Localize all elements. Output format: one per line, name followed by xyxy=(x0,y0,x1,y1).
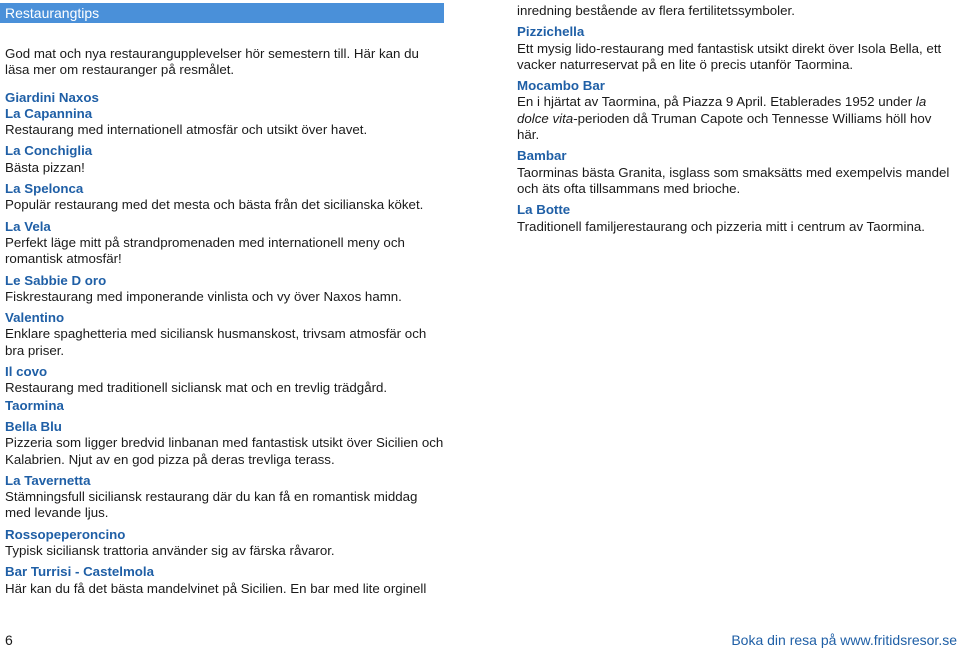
restaurant-name: Mocambo Bar xyxy=(517,78,605,94)
restaurant-name: Valentino xyxy=(5,310,65,326)
restaurant-desc: Taorminas bästa Granita, isglass som smaksätts med exempelvis mandel och äts ofta tillsammans med brioche. xyxy=(517,164,950,196)
heading-taormina: Taormina xyxy=(5,397,64,413)
restaurant-name: Bella Blu xyxy=(5,418,62,434)
booking-link[interactable]: Boka din resa på www.fritidsresor.se xyxy=(731,632,957,648)
restaurant-entry xyxy=(5,273,445,306)
restaurant-entry xyxy=(5,106,445,139)
restaurant-name: La Spelonca xyxy=(5,181,84,197)
restaurant-entry xyxy=(5,419,445,468)
desc-italic: la dolce vita xyxy=(517,94,927,126)
restaurant-name: Pizzichella xyxy=(517,24,585,40)
restaurant-entry xyxy=(5,219,445,268)
restaurant-entry xyxy=(5,564,445,597)
restaurant-desc: Pizzeria som ligger bredvid linbanan med fantastisk utsikt över Sicilien och Kalabrien. Njut av en god pizza på deras trevliga terass. xyxy=(5,435,444,467)
page-number: 6 xyxy=(5,632,13,648)
restaurant-desc: Restaurang med internationell atmosfär och utsikt över havet. xyxy=(5,122,368,138)
continued-text: inredning bestående av flera fertilitetssymboler. xyxy=(517,3,795,18)
section-header xyxy=(0,3,444,23)
restaurant-desc: Typisk siciliansk trattoria använder sig av färska råvaror. xyxy=(5,543,335,559)
intro-text: God mat och nya restaurangupplevelser hör semestern till. Här kan du läsa mer om restauranger på resmålet. xyxy=(5,46,419,78)
restaurant-name: Bambar xyxy=(517,148,567,164)
restaurant-name: La Vela xyxy=(5,218,51,234)
restaurant-desc xyxy=(517,94,957,143)
restaurant-desc: Här kan du få det bästa mandelvinet på Sicilien. En bar med lite orginell xyxy=(5,580,427,596)
restaurant-name: La Botte xyxy=(517,202,571,218)
restaurant-entry xyxy=(517,24,957,73)
restaurant-desc: Perfekt läge mitt på strandpromenaden med internationell meny och romantisk atmosfär! xyxy=(5,234,405,267)
restaurant-entry xyxy=(5,364,445,397)
restaurant-entry xyxy=(5,473,445,522)
restaurant-desc: Stämningsfull siciliansk restaurang där du kan få en romantisk middag med levande ljus. xyxy=(5,489,418,521)
restaurant-entry xyxy=(517,148,957,197)
restaurant-name: La Capannina xyxy=(5,105,93,121)
restaurant-entry xyxy=(5,527,445,560)
desc-part: -perioden då Truman Capote och Tennesse Williams höll hov här. xyxy=(517,110,932,143)
left-column xyxy=(5,46,445,602)
restaurant-name: Bar Turrisi - Castelmola xyxy=(5,564,155,580)
restaurant-name: La Tavernetta xyxy=(5,472,91,488)
restaurant-entry xyxy=(5,143,445,176)
restaurant-entry xyxy=(5,181,445,214)
restaurant-desc: Fiskrestaurang med imponerande vinlista och vy över Naxos hamn. xyxy=(5,288,402,304)
desc-part: En i hjärtat av Taormina, på Piazza 9 April. Etablerades 1952 under xyxy=(517,94,916,110)
restaurant-desc: Traditionell familjerestaurang och pizzeria mitt i centrum av Taormina. xyxy=(517,218,925,234)
restaurant-name: Le Sabbie D oro xyxy=(5,272,107,288)
heading-giardini-naxos: Giardini Naxos xyxy=(5,89,99,105)
restaurant-entry xyxy=(517,78,957,143)
restaurant-desc: Populär restaurang med det mesta och bästa från det sicilianska köket. xyxy=(5,197,424,213)
restaurant-desc: Enklare spaghetteria med siciliansk husmanskost, trivsam atmosfär och bra priser. xyxy=(5,326,427,358)
restaurant-desc: Ett mysig lido-restaurang med fantastisk utsikt direkt över Isola Bella, ett vacker naturreservat på en lite ö precis utanför Taormina. xyxy=(517,40,942,72)
restaurant-desc: Bästa pizzan! xyxy=(5,159,85,175)
section-title: Restaurangtips xyxy=(5,5,100,21)
restaurant-name: Il covo xyxy=(5,364,48,380)
restaurant-name: Rossopeperoncino xyxy=(5,526,126,542)
restaurant-desc: Restaurang med traditionell sicliansk mat och en trevlig trädgård. xyxy=(5,380,388,396)
restaurant-entry xyxy=(5,310,445,359)
right-column xyxy=(517,3,957,240)
restaurant-entry xyxy=(517,202,957,235)
restaurant-name: La Conchiglia xyxy=(5,143,93,159)
